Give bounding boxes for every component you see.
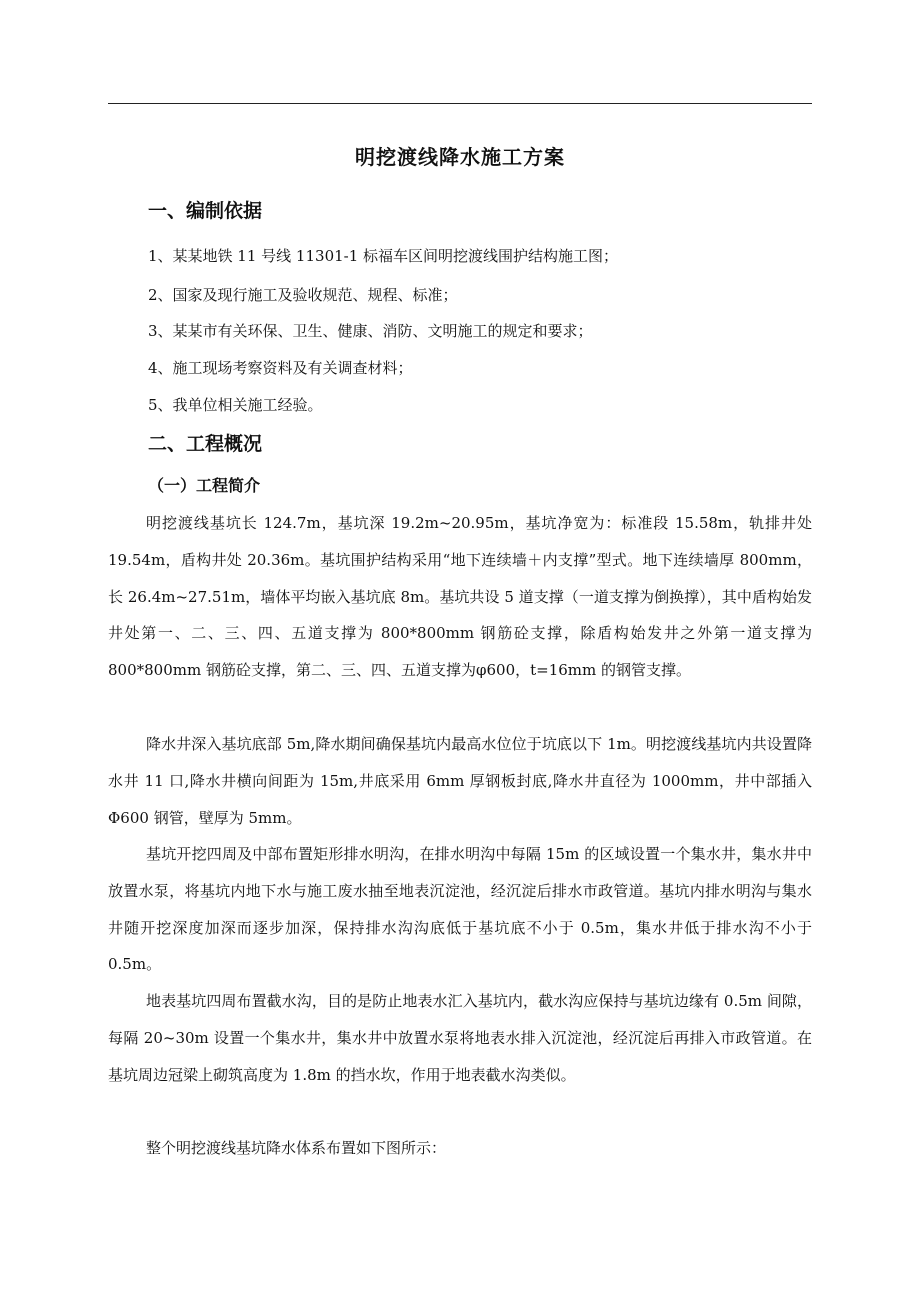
document-title: 明挖渡线降水施工方案 xyxy=(355,145,565,169)
basis-item-5: 5、我单位相关施工经验。 xyxy=(148,396,323,414)
basis-item-3: 3、某某市有关环保、卫生、健康、消防、文明施工的规定和要求； xyxy=(148,322,593,340)
section-heading-basis: 一、编制依据 xyxy=(148,200,263,222)
paragraph-layout-caption: 整个明挖渡线基坑降水体系布置如下图所示： xyxy=(146,1139,447,1157)
header-rule xyxy=(108,103,812,104)
basis-item-2: 2、国家及现行施工及验收规范、规程、标准； xyxy=(148,286,458,304)
paragraph-dewatering-wells: 降水井深入基坑底部 5m,降水期间确保基坑内最高水位位于坑底以下 1m。明挖渡线基坑内共设置降水井 11 口,降水井横向间距为 15m,井底采用 6mm 厚钢板封底,降水井直径为 1000mm，井中部插入Φ600 钢管，壁厚为 5mm。 xyxy=(108,735,812,827)
section-heading-overview: 二、工程概况 xyxy=(148,433,263,455)
paragraph-drainage-ditch: 基坑开挖四周及中部布置矩形排水明沟，在排水明沟中每隔 15m 的区域设置一个集水井，集水井中放置水泵，将基坑内地下水与施工废水抽至地表沉淀池，经沉淀后排水市政管道。基坑内排水明沟与集水井随开挖深度加深而逐步加深，保持排水沟沟底低于基坑底不小于 0.5m，集水井低于排水沟不小于 0.5m。 xyxy=(108,845,812,974)
basis-item-4: 4、施工现场考察资料及有关调查材料； xyxy=(148,359,413,377)
basis-item-1: 1、某某地铁 11 号线 11301-1 标福车区间明挖渡线围护结构施工图； xyxy=(148,247,619,265)
paragraph-pit-structure: 明挖渡线基坑长 124.7m，基坑深 19.2m~20.95m，基坑净宽为：标准段 15.58m，轨排井处 19.54m，盾构井处 20.36m。基坑围护结构采用“地下连续墙＋内支撑”型式。地下连续墙厚 800mm，长 26.4m~27.51m，墙体平均嵌入基坑底 8m。基坑共设 5 道支撑（一道支撑为倒换撑），其中盾构始发井处第一、二、三、四、五道支撑为 800*800mm 钢筋砼支撑，除盾构始发井之外第一道支撑为 800*800mm 钢筋砼支撑，第二、三、四、五道支撑为φ600，t=16mm 的钢管支撑。 xyxy=(108,514,812,680)
subsection-heading-intro: （一）工程简介 xyxy=(148,476,261,495)
paragraph-intercept-ditch: 地表基坑四周布置截水沟，目的是防止地表水汇入基坑内，截水沟应保持与基坑边缘有 0.5m 间隙，每隔 20~30m 设置一个集水井，集水井中放置水泵将地表水排入沉淀池，经沉淀后再排入市政管道。在基坑周边冠梁上砌筑高度为 1.8m 的挡水坎，作用于地表截水沟类似。 xyxy=(108,992,812,1084)
